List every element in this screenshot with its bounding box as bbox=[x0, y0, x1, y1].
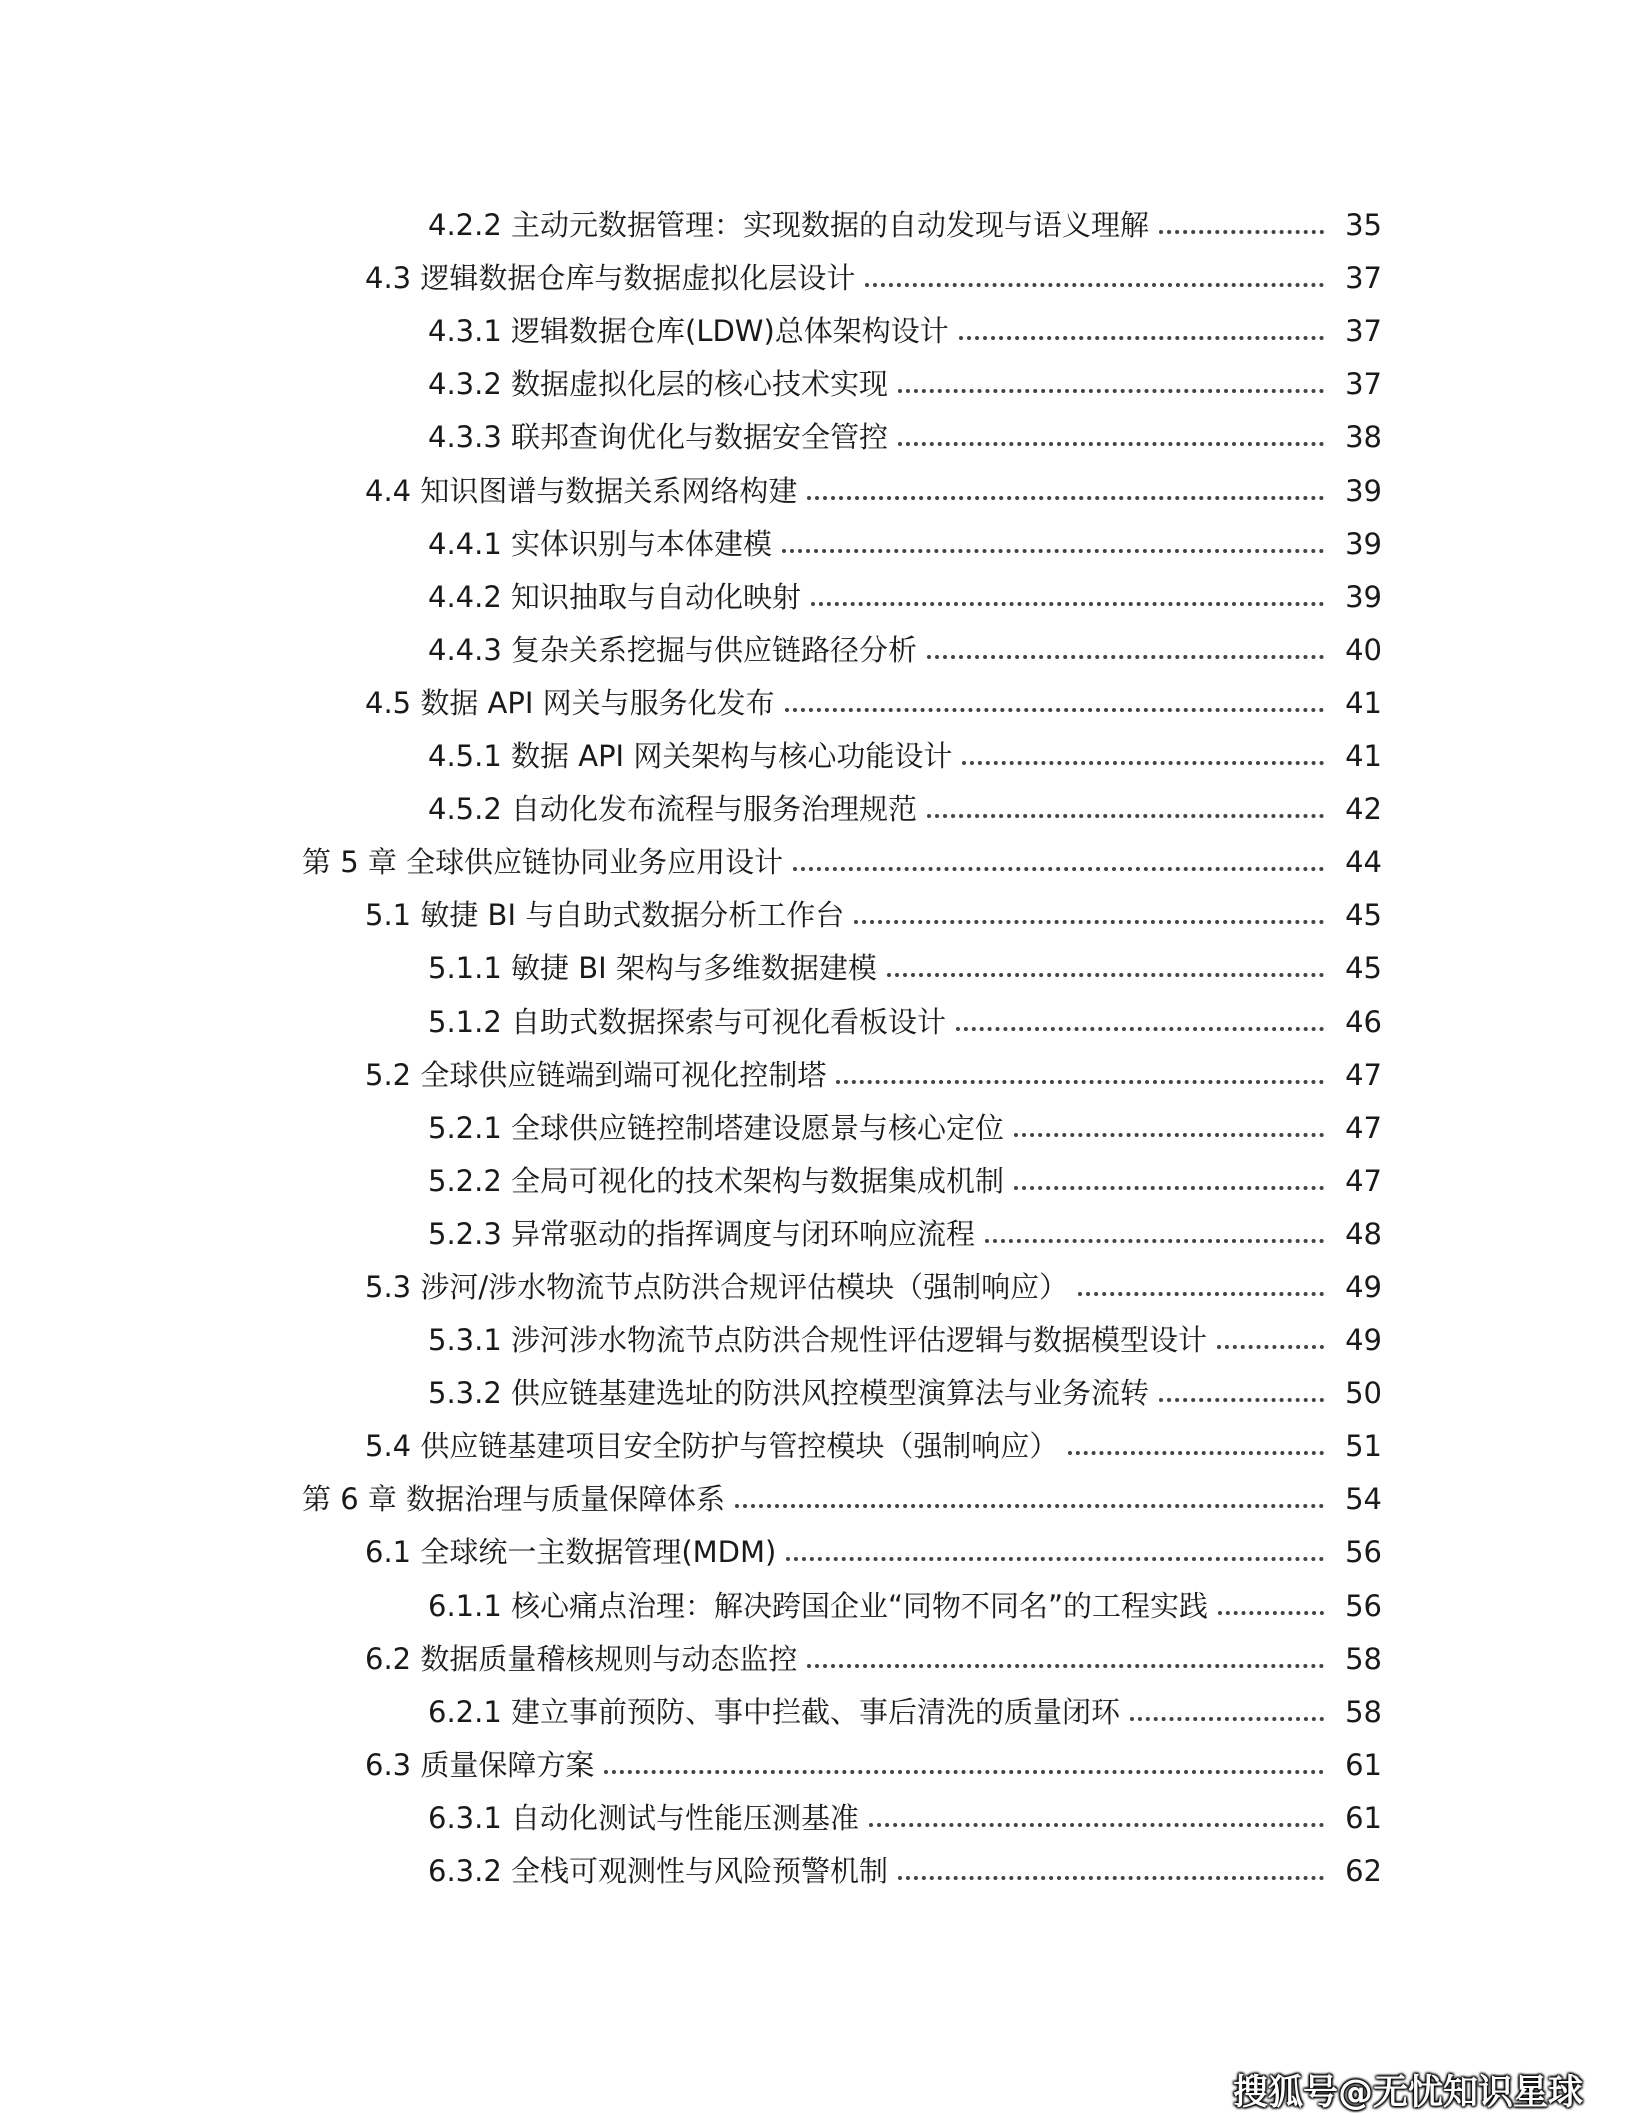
dot-leader bbox=[793, 867, 1324, 871]
toc-entry-page-number: 50 bbox=[1345, 1376, 1382, 1411]
toc-entry[interactable] bbox=[0, 1681, 1632, 1734]
toc-entry-title: 4.4 知识图谱与数据关系网络构建 bbox=[365, 473, 798, 508]
toc-entry-page-number: 48 bbox=[1345, 1216, 1382, 1251]
toc-entry-page-number: 39 bbox=[1345, 579, 1382, 614]
toc-entry-page-number: 49 bbox=[1345, 1269, 1382, 1304]
dot-leader bbox=[1130, 1717, 1324, 1721]
toc-entry[interactable] bbox=[0, 353, 1632, 406]
toc-entry-page-number: 47 bbox=[1345, 1110, 1382, 1145]
toc-entry-page-number: 46 bbox=[1345, 1004, 1382, 1039]
toc-entry-title: 6.3.1 自动化测试与性能压测基准 bbox=[428, 1800, 860, 1835]
toc-entry-title: 4.3.3 联邦查询优化与数据安全管控 bbox=[428, 420, 889, 455]
toc-entry-page-number: 44 bbox=[1345, 845, 1382, 880]
toc-entry[interactable] bbox=[0, 778, 1632, 831]
toc-entry[interactable] bbox=[0, 672, 1632, 725]
dot-leader bbox=[1078, 1292, 1324, 1296]
toc-entry-page-number: 45 bbox=[1345, 951, 1382, 986]
toc-entry-page-number: 58 bbox=[1345, 1694, 1382, 1729]
dot-leader bbox=[956, 1027, 1324, 1031]
toc-entry-page-number: 37 bbox=[1345, 314, 1382, 349]
dot-leader bbox=[1014, 1186, 1324, 1190]
dot-leader bbox=[887, 973, 1324, 977]
toc-entry[interactable] bbox=[0, 1468, 1632, 1521]
toc-entry-title: 5.1 敏捷 BI 与自助式数据分析工作台 bbox=[365, 898, 845, 933]
toc-entry-page-number: 58 bbox=[1345, 1641, 1382, 1676]
toc-entry[interactable] bbox=[0, 513, 1632, 566]
toc-entry-title: 5.1.1 敏捷 BI 架构与多维数据建模 bbox=[428, 951, 877, 986]
toc-entry-title: 4.5 数据 API 网关与服务化发布 bbox=[365, 685, 775, 720]
toc-entry[interactable] bbox=[0, 1415, 1632, 1468]
toc-entry-title: 4.5.2 自动化发布流程与服务治理规范 bbox=[428, 792, 918, 827]
toc-entry-page-number: 49 bbox=[1345, 1323, 1382, 1358]
toc-entry[interactable] bbox=[0, 1203, 1632, 1256]
dot-leader bbox=[959, 336, 1324, 340]
dot-leader bbox=[927, 655, 1324, 659]
toc-entry-page-number: 62 bbox=[1345, 1854, 1382, 1888]
dot-leader bbox=[898, 1876, 1324, 1880]
toc-entry[interactable] bbox=[0, 990, 1632, 1043]
toc-entry-page-number: 39 bbox=[1345, 473, 1382, 508]
toc-entry-title: 4.2.2 主动元数据管理：实现数据的自动发现与语义理解 bbox=[428, 208, 1150, 243]
toc-entry-title: 6.2.1 建立事前预防、事中拦截、事后清洗的质量闭环 bbox=[428, 1694, 1121, 1729]
toc-entry-page-number: 56 bbox=[1345, 1588, 1382, 1623]
dot-leader bbox=[811, 602, 1324, 606]
dot-leader bbox=[854, 920, 1324, 924]
toc-entry-title: 第 6 章 数据治理与质量保障体系 bbox=[302, 1482, 726, 1517]
dot-leader bbox=[1159, 230, 1324, 234]
toc-entry-title: 4.5.1 数据 API 网关架构与核心功能设计 bbox=[428, 739, 953, 774]
toc-entry-title: 5.3.2 供应链基建选址的防洪风控模型演算法与业务流转 bbox=[428, 1376, 1150, 1411]
toc-entry[interactable] bbox=[0, 300, 1632, 353]
dot-leader bbox=[604, 1770, 1324, 1774]
toc-entry-title: 第 5 章 全球供应链协同业务应用设计 bbox=[302, 845, 784, 880]
toc-entry[interactable] bbox=[0, 1362, 1632, 1415]
toc-entry-page-number: 54 bbox=[1345, 1482, 1382, 1517]
toc-entry[interactable] bbox=[0, 459, 1632, 512]
dot-leader bbox=[1218, 1611, 1324, 1615]
dot-leader bbox=[807, 496, 1324, 500]
toc-entry-title: 6.1.1 核心痛点治理：解决跨国企业“同物不同名”的工程实践 bbox=[428, 1588, 1209, 1623]
dot-leader bbox=[782, 549, 1324, 553]
watermark: 搜狐号@无忧知识星球 bbox=[1232, 2073, 1583, 2113]
toc-entry[interactable] bbox=[0, 247, 1632, 300]
toc-entry[interactable] bbox=[0, 725, 1632, 778]
toc-entry[interactable] bbox=[0, 1521, 1632, 1574]
toc-entry[interactable] bbox=[0, 1309, 1632, 1362]
toc-entry-page-number: 35 bbox=[1345, 208, 1382, 243]
toc-entry[interactable] bbox=[0, 1044, 1632, 1097]
toc-entry-page-number: 45 bbox=[1345, 898, 1382, 933]
toc-entry[interactable] bbox=[0, 884, 1632, 937]
dot-leader bbox=[869, 1823, 1324, 1827]
dot-leader bbox=[898, 389, 1324, 393]
toc-entry-page-number: 38 bbox=[1345, 420, 1382, 455]
toc-entry[interactable] bbox=[0, 1574, 1632, 1627]
toc-entry[interactable] bbox=[0, 406, 1632, 459]
dot-leader bbox=[962, 761, 1324, 765]
toc-entry-title: 6.1 全球统一主数据管理(MDM) bbox=[365, 1535, 777, 1570]
toc-entry-page-number: 47 bbox=[1345, 1163, 1382, 1198]
dot-leader bbox=[786, 1557, 1324, 1561]
toc-entry-page-number: 61 bbox=[1345, 1747, 1382, 1782]
toc-entry-title: 4.4.2 知识抽取与自动化映射 bbox=[428, 579, 802, 614]
toc-entry-page-number: 41 bbox=[1345, 739, 1382, 774]
toc-entry-title: 5.2 全球供应链端到端可视化控制塔 bbox=[365, 1057, 827, 1092]
toc-entry-title: 5.3 涉河/涉水物流节点防洪合规评估模块（强制响应） bbox=[365, 1269, 1069, 1304]
toc-entry[interactable] bbox=[0, 194, 1632, 247]
toc-entry-title: 5.3.1 涉河涉水物流节点防洪合规性评估逻辑与数据模型设计 bbox=[428, 1323, 1208, 1358]
toc-entry-title: 5.2.3 异常驱动的指挥调度与闭环响应流程 bbox=[428, 1216, 976, 1251]
dot-leader bbox=[807, 1664, 1324, 1668]
table-of-contents bbox=[0, 194, 1632, 1893]
dot-leader bbox=[985, 1239, 1324, 1243]
dot-leader bbox=[1068, 1451, 1324, 1455]
toc-entry[interactable] bbox=[0, 619, 1632, 672]
toc-entry-title: 4.4.1 实体识别与本体建模 bbox=[428, 526, 773, 561]
dot-leader bbox=[735, 1504, 1324, 1508]
dot-leader bbox=[865, 283, 1324, 287]
toc-entry-page-number: 47 bbox=[1345, 1057, 1382, 1092]
toc-entry[interactable] bbox=[0, 566, 1632, 619]
dot-leader bbox=[898, 442, 1324, 446]
dot-leader bbox=[1159, 1398, 1324, 1402]
toc-entry-title: 6.2 数据质量稽核规则与动态监控 bbox=[365, 1641, 798, 1676]
toc-entry[interactable] bbox=[0, 831, 1632, 884]
toc-entry-title: 6.3.2 全栈可观测性与风险预警机制 bbox=[428, 1854, 889, 1888]
toc-entry-title: 4.3 逻辑数据仓库与数据虚拟化层设计 bbox=[365, 261, 856, 296]
toc-entry-page-number: 61 bbox=[1345, 1800, 1382, 1835]
toc-entry-title: 4.4.3 复杂关系挖掘与供应链路径分析 bbox=[428, 632, 918, 667]
toc-entry[interactable] bbox=[0, 1787, 1632, 1840]
toc-entry[interactable] bbox=[0, 1628, 1632, 1681]
toc-entry-page-number: 37 bbox=[1345, 367, 1382, 402]
toc-entry-page-number: 37 bbox=[1345, 261, 1382, 296]
toc-entry-title: 5.4 供应链基建项目安全防护与管控模块（强制响应） bbox=[365, 1429, 1059, 1464]
toc-entry-title: 4.3.2 数据虚拟化层的核心技术实现 bbox=[428, 367, 889, 402]
toc-entry-title: 5.2.2 全局可视化的技术架构与数据集成机制 bbox=[428, 1163, 1005, 1198]
toc-entry[interactable] bbox=[0, 1734, 1632, 1787]
toc-entry-page-number: 41 bbox=[1345, 685, 1382, 720]
toc-entry-title: 5.2.1 全球供应链控制塔建设愿景与核心定位 bbox=[428, 1110, 1005, 1145]
toc-entry-title: 4.3.1 逻辑数据仓库(LDW)总体架构设计 bbox=[428, 314, 949, 349]
toc-entry[interactable] bbox=[0, 1840, 1632, 1893]
dot-leader bbox=[836, 1080, 1324, 1084]
toc-entry-page-number: 56 bbox=[1345, 1535, 1382, 1570]
toc-entry[interactable] bbox=[0, 1150, 1632, 1203]
toc-entry[interactable] bbox=[0, 1256, 1632, 1309]
toc-entry-title: 6.3 质量保障方案 bbox=[365, 1747, 595, 1782]
toc-entry-page-number: 51 bbox=[1345, 1429, 1382, 1464]
toc-entry-page-number: 40 bbox=[1345, 632, 1382, 667]
dot-leader bbox=[1014, 1133, 1324, 1137]
dot-leader bbox=[927, 814, 1324, 818]
toc-entry-title: 5.1.2 自助式数据探索与可视化看板设计 bbox=[428, 1004, 947, 1039]
dot-leader bbox=[785, 708, 1324, 712]
toc-entry-page-number: 42 bbox=[1345, 792, 1382, 827]
toc-entry[interactable] bbox=[0, 937, 1632, 990]
dot-leader bbox=[1217, 1345, 1324, 1349]
toc-entry-page-number: 39 bbox=[1345, 526, 1382, 561]
toc-entry[interactable] bbox=[0, 1097, 1632, 1150]
